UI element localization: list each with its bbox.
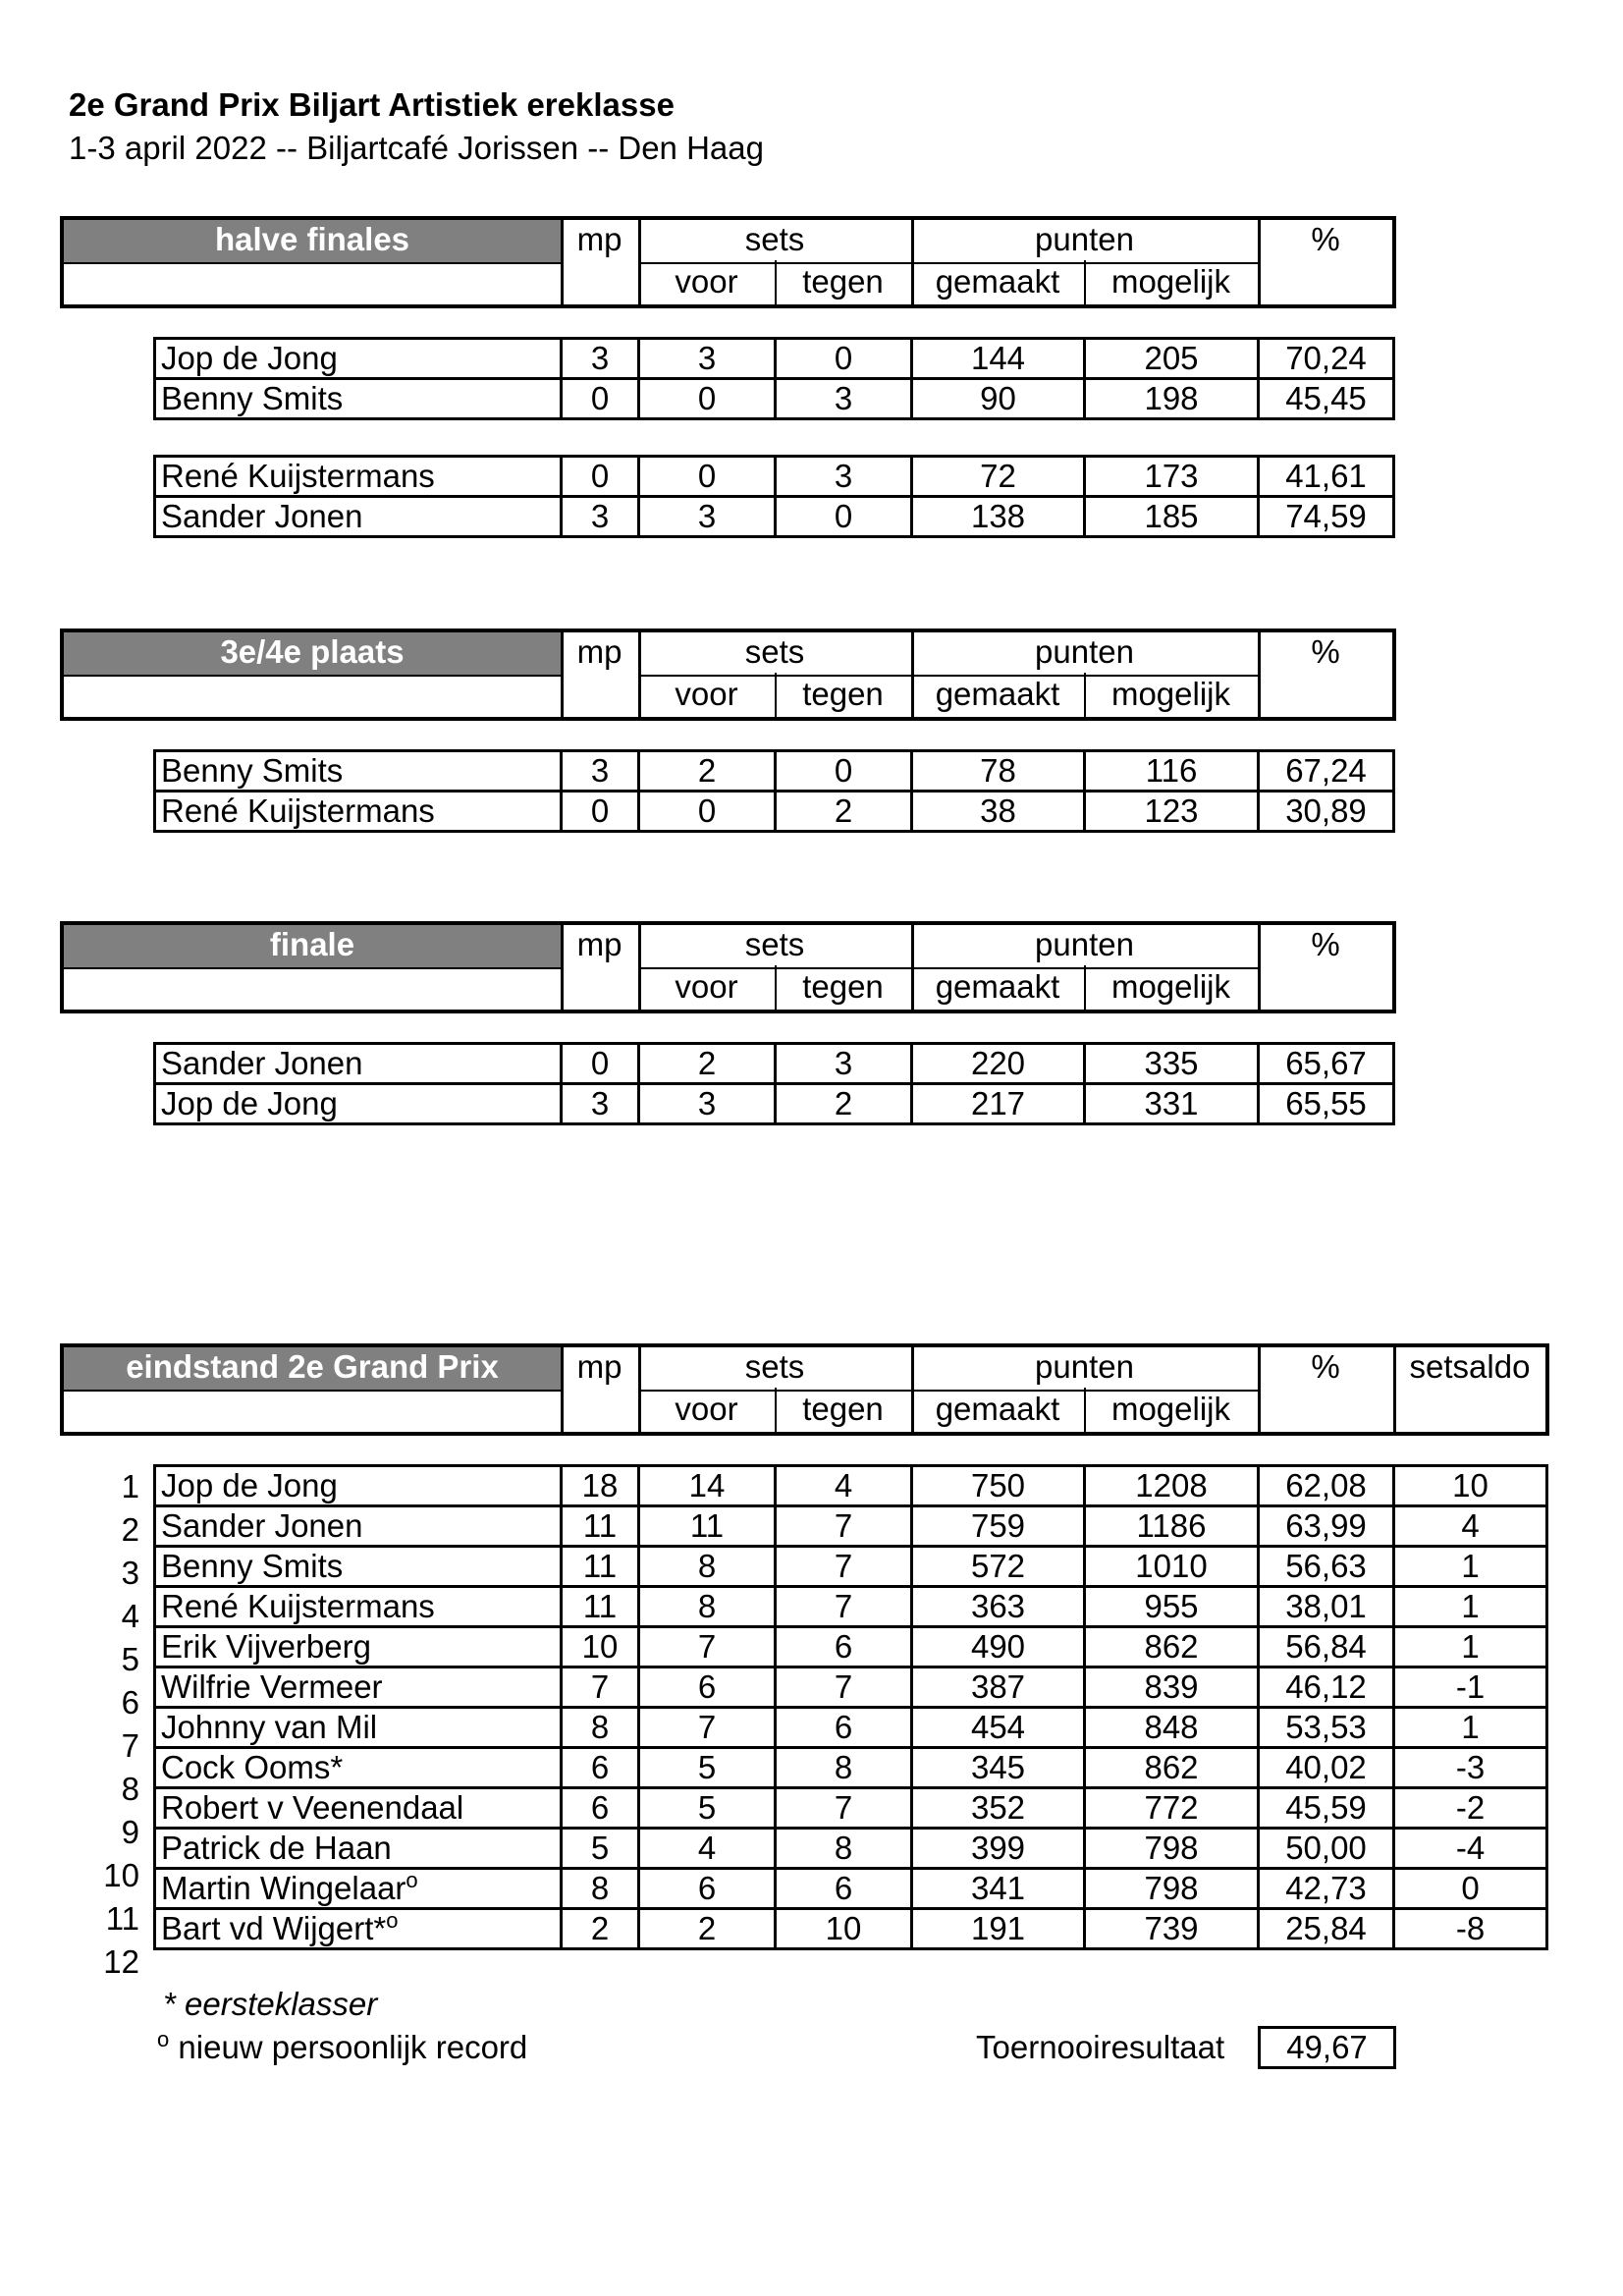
cell-mogelijk: 1186 — [1085, 1506, 1259, 1547]
record-note-marker: o — [157, 2027, 170, 2051]
cell-pct: 74,59 — [1259, 497, 1394, 537]
cell-mp: 8 — [562, 1869, 639, 1909]
cell-mogelijk: 116 — [1085, 751, 1259, 792]
punten-header: punten — [1035, 926, 1134, 962]
first-class-note: * eersteklasser — [163, 1986, 378, 2022]
cell-pct: 45,59 — [1259, 1788, 1394, 1829]
table-row — [155, 1788, 1547, 1829]
player-name: Bart vd Wijgert*$^o$ — [155, 1909, 562, 1949]
mp-header: mp — [576, 926, 622, 962]
cell-voor: 11 — [639, 1506, 776, 1547]
cell-voor: 6 — [639, 1869, 776, 1909]
table-row — [155, 339, 1394, 379]
cell-tegen: 4 — [776, 1466, 912, 1506]
mogelijk-header: mogelijk — [1110, 1391, 1231, 1427]
cell-gemaakt: 38 — [912, 792, 1085, 832]
cell-gemaakt: 341 — [912, 1869, 1085, 1909]
cell-voor: 0 — [639, 792, 776, 832]
cell-voor: 8 — [639, 1547, 776, 1587]
player-name: Jop de Jong — [155, 339, 562, 379]
voor-header: voor — [675, 968, 738, 1005]
player-name: Martin Wingelaar$^o$ — [155, 1869, 562, 1909]
percentage-header: % — [1311, 926, 1340, 962]
tournament-result-label: Toernooiresultaat — [976, 2029, 1225, 2065]
cell-gemaakt: 144 — [912, 339, 1085, 379]
cell-pct: 67,24 — [1259, 751, 1394, 792]
cell-voor: 8 — [639, 1587, 776, 1627]
cell-voor: 7 — [639, 1708, 776, 1748]
cell-gemaakt: 759 — [912, 1506, 1085, 1547]
cell-mp: 3 — [562, 1084, 639, 1124]
cell-pct: 41,61 — [1259, 457, 1394, 497]
section-header — [60, 921, 1396, 1013]
cell-tegen: 3 — [776, 379, 912, 419]
tegen-header: tegen — [802, 676, 884, 712]
percentage-header: % — [1311, 1348, 1340, 1385]
cell-pct: 53,53 — [1259, 1708, 1394, 1748]
section-title-bar — [64, 925, 561, 967]
cell-mogelijk: 862 — [1085, 1748, 1259, 1788]
voor-header: voor — [675, 263, 738, 300]
table-row — [155, 1587, 1547, 1627]
cell-mp: 3 — [562, 497, 639, 537]
cell-setsaldo: -8 — [1394, 1909, 1547, 1949]
section-title-bar — [64, 632, 561, 675]
cell-tegen: 0 — [776, 339, 912, 379]
cell-mogelijk: 198 — [1085, 379, 1259, 419]
cell-voor: 0 — [639, 379, 776, 419]
cell-mogelijk: 798 — [1085, 1869, 1259, 1909]
player-name: Erik Vijverberg — [155, 1627, 562, 1667]
header-divider — [64, 1390, 561, 1392]
player-name: Benny Smits — [155, 379, 562, 419]
cell-voor: 2 — [639, 1909, 776, 1949]
cell-pct: 56,84 — [1259, 1627, 1394, 1667]
percentage-header: % — [1311, 221, 1340, 257]
header-divider — [64, 967, 561, 969]
cell-gemaakt: 363 — [912, 1587, 1085, 1627]
cell-setsaldo: 1 — [1394, 1547, 1547, 1587]
cell-pct: 30,89 — [1259, 792, 1394, 832]
rank-number: 8 — [121, 1771, 139, 1807]
cell-pct: 45,45 — [1259, 379, 1394, 419]
voor-header: voor — [675, 676, 738, 712]
cell-mp: 8 — [562, 1708, 639, 1748]
cell-voor: 14 — [639, 1466, 776, 1506]
mp-header: mp — [576, 1348, 622, 1385]
cell-tegen: 8 — [776, 1829, 912, 1869]
cell-gemaakt: 387 — [912, 1667, 1085, 1708]
cell-tegen: 3 — [776, 457, 912, 497]
cell-mp: 11 — [562, 1506, 639, 1547]
cell-setsaldo: 1 — [1394, 1627, 1547, 1667]
player-name: Cock Ooms* — [155, 1748, 562, 1788]
cell-mp: 18 — [562, 1466, 639, 1506]
cell-mp: 6 — [562, 1748, 639, 1788]
cell-mogelijk: 839 — [1085, 1667, 1259, 1708]
cell-gemaakt: 90 — [912, 379, 1085, 419]
section-title: eindstand 2e Grand Prix — [126, 1348, 499, 1385]
gemaakt-header: gemaakt — [935, 968, 1060, 1005]
table-row — [155, 1869, 1547, 1909]
table-row — [155, 1044, 1394, 1084]
cell-voor: 3 — [639, 497, 776, 537]
player-name: Jop de Jong — [155, 1084, 562, 1124]
cell-mp: 3 — [562, 751, 639, 792]
table-row — [155, 457, 1394, 497]
cell-pct: 62,08 — [1259, 1466, 1394, 1506]
page-subtitle: 1-3 april 2022 -- Biljartcafé Jorissen -- Den Haag — [69, 130, 764, 166]
cell-pct: 50,00 — [1259, 1829, 1394, 1869]
cell-tegen: 7 — [776, 1667, 912, 1708]
cell-tegen: 10 — [776, 1909, 912, 1949]
cell-tegen: 2 — [776, 792, 912, 832]
cell-mogelijk: 862 — [1085, 1627, 1259, 1667]
section-title: finale — [269, 926, 355, 962]
cell-mogelijk: 798 — [1085, 1829, 1259, 1869]
sets-header: sets — [744, 221, 805, 257]
cell-voor: 6 — [639, 1667, 776, 1708]
rank-number: 9 — [121, 1814, 139, 1850]
cell-mp: 11 — [562, 1587, 639, 1627]
mogelijk-header: mogelijk — [1110, 263, 1231, 300]
results-table — [153, 337, 1395, 420]
cell-mp: 5 — [562, 1829, 639, 1869]
cell-setsaldo: 0 — [1394, 1869, 1547, 1909]
results-table — [153, 455, 1395, 538]
tegen-header: tegen — [802, 1391, 884, 1427]
mogelijk-header: mogelijk — [1110, 968, 1231, 1005]
rank-number: 10 — [103, 1857, 139, 1893]
cell-tegen: 3 — [776, 1044, 912, 1084]
record-marker: o — [406, 1868, 418, 1892]
gemaakt-header: gemaakt — [935, 1391, 1060, 1427]
cell-pct: 42,73 — [1259, 1869, 1394, 1909]
gemaakt-header: gemaakt — [935, 263, 1060, 300]
cell-gemaakt: 399 — [912, 1829, 1085, 1869]
cell-gemaakt: 750 — [912, 1466, 1085, 1506]
cell-mp: 0 — [562, 1044, 639, 1084]
cell-pct: 70,24 — [1259, 339, 1394, 379]
rank-number: 4 — [121, 1598, 139, 1634]
table-row — [155, 1667, 1547, 1708]
cell-setsaldo: -1 — [1394, 1667, 1547, 1708]
player-name: René Kuijstermans — [155, 792, 562, 832]
cell-tegen: 2 — [776, 1084, 912, 1124]
cell-voor: 2 — [639, 1044, 776, 1084]
punten-header: punten — [1035, 221, 1134, 257]
rank-number: 3 — [121, 1555, 139, 1591]
player-name: Johnny van Mil — [155, 1708, 562, 1748]
cell-setsaldo: 10 — [1394, 1466, 1547, 1506]
cell-tegen: 6 — [776, 1869, 912, 1909]
cell-mp: 0 — [562, 792, 639, 832]
cell-mp: 6 — [562, 1788, 639, 1829]
cell-mogelijk: 123 — [1085, 792, 1259, 832]
cell-mp: 7 — [562, 1667, 639, 1708]
table-row — [155, 1748, 1547, 1788]
cell-mp: 10 — [562, 1627, 639, 1667]
punten-header: punten — [1035, 1348, 1134, 1385]
cell-gemaakt: 352 — [912, 1788, 1085, 1829]
cell-setsaldo: -2 — [1394, 1788, 1547, 1829]
tournament-result-value: 49,67 — [1258, 2026, 1396, 2069]
cell-voor: 3 — [639, 1084, 776, 1124]
cell-voor: 7 — [639, 1627, 776, 1667]
results-table — [153, 1464, 1548, 1950]
table-row — [155, 751, 1394, 792]
cell-mogelijk: 185 — [1085, 497, 1259, 537]
cell-voor: 5 — [639, 1748, 776, 1788]
page-title: 2e Grand Prix Biljart Artistiek ereklasse — [69, 86, 675, 123]
cell-mogelijk: 335 — [1085, 1044, 1259, 1084]
section-title-bar — [64, 220, 561, 262]
cell-mp: 0 — [562, 379, 639, 419]
table-row — [155, 1506, 1547, 1547]
header-divider — [64, 262, 561, 264]
gemaakt-header: gemaakt — [935, 676, 1060, 712]
cell-gemaakt: 220 — [912, 1044, 1085, 1084]
cell-tegen: 7 — [776, 1587, 912, 1627]
cell-pct: 65,67 — [1259, 1044, 1394, 1084]
sets-header: sets — [744, 633, 805, 670]
table-row — [155, 792, 1394, 832]
cell-tegen: 8 — [776, 1748, 912, 1788]
cell-tegen: 6 — [776, 1708, 912, 1748]
cell-tegen: 6 — [776, 1627, 912, 1667]
cell-tegen: 0 — [776, 497, 912, 537]
cell-pct: 46,12 — [1259, 1667, 1394, 1708]
cell-mogelijk: 173 — [1085, 457, 1259, 497]
cell-gemaakt: 72 — [912, 457, 1085, 497]
rank-number: 7 — [121, 1727, 139, 1764]
rank-number: 2 — [121, 1511, 139, 1548]
rank-number: 1 — [121, 1468, 139, 1504]
cell-pct: 38,01 — [1259, 1587, 1394, 1627]
results-table — [153, 1042, 1395, 1125]
cell-mp: 0 — [562, 457, 639, 497]
player-name: Sander Jonen — [155, 1506, 562, 1547]
punten-header: punten — [1035, 633, 1134, 670]
player-name: René Kuijstermans — [155, 1587, 562, 1627]
table-row — [155, 1466, 1547, 1506]
mp-header: mp — [576, 633, 622, 670]
section-title-bar — [64, 1347, 561, 1390]
cell-mogelijk: 955 — [1085, 1587, 1259, 1627]
cell-pct: 25,84 — [1259, 1909, 1394, 1949]
setsaldo-header: setsaldo — [1409, 1348, 1531, 1385]
player-name: Jop de Jong — [155, 1466, 562, 1506]
tegen-header: tegen — [802, 968, 884, 1005]
cell-mp: 11 — [562, 1547, 639, 1587]
player-name: Benny Smits — [155, 751, 562, 792]
cell-gemaakt: 345 — [912, 1748, 1085, 1788]
cell-tegen: 7 — [776, 1788, 912, 1829]
table-row — [155, 1627, 1547, 1667]
section-header — [60, 629, 1396, 721]
cell-mogelijk: 1208 — [1085, 1466, 1259, 1506]
cell-mogelijk: 331 — [1085, 1084, 1259, 1124]
sets-header: sets — [744, 926, 805, 962]
tegen-header: tegen — [802, 263, 884, 300]
voor-header: voor — [675, 1391, 738, 1427]
record-marker: o — [386, 1908, 399, 1933]
results-table — [153, 749, 1395, 833]
cell-mp: 3 — [562, 339, 639, 379]
cell-pct: 40,02 — [1259, 1748, 1394, 1788]
record-note: $^o$ nieuw persoonlijk record — [157, 2027, 528, 2065]
cell-pct: 65,55 — [1259, 1084, 1394, 1124]
cell-setsaldo: -4 — [1394, 1829, 1547, 1869]
cell-tegen: 7 — [776, 1506, 912, 1547]
cell-voor: 5 — [639, 1788, 776, 1829]
cell-mogelijk: 848 — [1085, 1708, 1259, 1748]
cell-voor: 3 — [639, 339, 776, 379]
cell-pct: 63,99 — [1259, 1506, 1394, 1547]
cell-tegen: 0 — [776, 751, 912, 792]
sets-header: sets — [744, 1348, 805, 1385]
cell-voor: 4 — [639, 1829, 776, 1869]
mogelijk-header: mogelijk — [1110, 676, 1231, 712]
table-row — [155, 1909, 1547, 1949]
rank-number: 5 — [121, 1641, 139, 1677]
section-title: halve finales — [214, 221, 410, 257]
cell-mogelijk: 772 — [1085, 1788, 1259, 1829]
cell-voor: 2 — [639, 751, 776, 792]
section-header — [60, 216, 1396, 308]
player-name: Benny Smits — [155, 1547, 562, 1587]
cell-gemaakt: 490 — [912, 1627, 1085, 1667]
table-row — [155, 1547, 1547, 1587]
cell-mp: 2 — [562, 1909, 639, 1949]
player-name: Wilfrie Vermeer — [155, 1667, 562, 1708]
cell-pct: 56,63 — [1259, 1547, 1394, 1587]
cell-mogelijk: 1010 — [1085, 1547, 1259, 1587]
rank-number: 6 — [121, 1684, 139, 1721]
cell-gemaakt: 572 — [912, 1547, 1085, 1587]
rank-number: 11 — [105, 1900, 139, 1937]
cell-gemaakt: 138 — [912, 497, 1085, 537]
mp-header: mp — [576, 221, 622, 257]
cell-mogelijk: 739 — [1085, 1909, 1259, 1949]
player-name: René Kuijstermans — [155, 457, 562, 497]
table-row — [155, 379, 1394, 419]
cell-gemaakt: 217 — [912, 1084, 1085, 1124]
rank-number: 12 — [103, 1943, 139, 1980]
cell-gemaakt: 78 — [912, 751, 1085, 792]
cell-mogelijk: 205 — [1085, 339, 1259, 379]
table-row — [155, 497, 1394, 537]
cell-setsaldo: 1 — [1394, 1708, 1547, 1748]
cell-setsaldo: 1 — [1394, 1587, 1547, 1627]
cell-setsaldo: 4 — [1394, 1506, 1547, 1547]
cell-gemaakt: 191 — [912, 1909, 1085, 1949]
cell-tegen: 7 — [776, 1547, 912, 1587]
player-name: Patrick de Haan — [155, 1829, 562, 1869]
table-row — [155, 1829, 1547, 1869]
header-divider — [64, 675, 561, 677]
player-name: Sander Jonen — [155, 497, 562, 537]
section-header — [60, 1343, 1549, 1436]
cell-setsaldo: -3 — [1394, 1748, 1547, 1788]
player-name: Robert v Veenendaal — [155, 1788, 562, 1829]
table-row — [155, 1708, 1547, 1748]
table-row — [155, 1084, 1394, 1124]
section-title: 3e/4e plaats — [220, 633, 405, 670]
cell-gemaakt: 454 — [912, 1708, 1085, 1748]
percentage-header: % — [1311, 633, 1340, 670]
player-name: Sander Jonen — [155, 1044, 562, 1084]
cell-voor: 0 — [639, 457, 776, 497]
